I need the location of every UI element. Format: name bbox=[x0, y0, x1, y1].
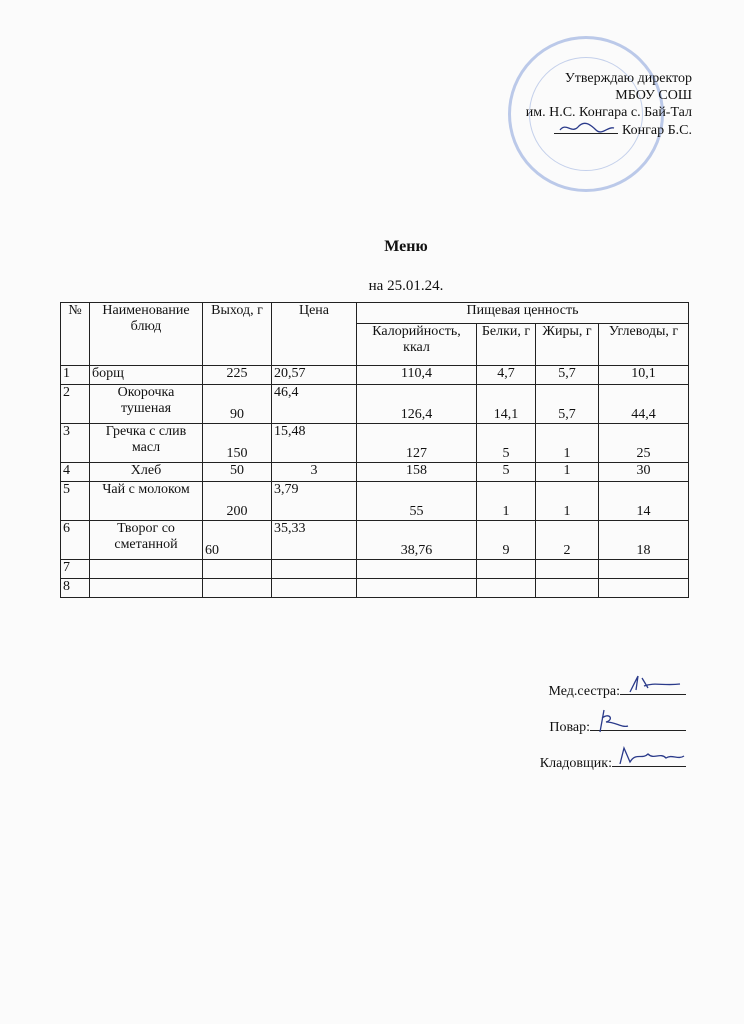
row-num: 7 bbox=[61, 560, 90, 579]
storekeeper-label: Кладовщик: bbox=[539, 756, 612, 771]
row-carbs: 18 bbox=[599, 521, 689, 560]
row-num: 1 bbox=[61, 366, 90, 385]
row-carbs: 25 bbox=[599, 424, 689, 463]
row-output: 200 bbox=[203, 482, 272, 521]
row-protein: 9 bbox=[477, 521, 536, 560]
row-fat: 2 bbox=[536, 521, 599, 560]
row-protein: 4,7 bbox=[477, 366, 536, 385]
row-fat: 5,7 bbox=[536, 385, 599, 424]
row-output bbox=[203, 560, 272, 579]
row-fat: 1 bbox=[536, 463, 599, 482]
header-nutrition: Пищевая ценность bbox=[357, 303, 689, 324]
table-row bbox=[61, 463, 689, 482]
row-name: Окорочка тушеная bbox=[90, 385, 203, 424]
row-name: Чай с молоком bbox=[90, 482, 203, 521]
row-num: 8 bbox=[61, 579, 90, 598]
nurse-signature-line bbox=[620, 680, 686, 695]
header-carbs: Углеводы, г bbox=[599, 324, 689, 366]
table-row bbox=[61, 424, 689, 463]
row-kcal: 158 bbox=[357, 463, 477, 482]
row-fat: 1 bbox=[536, 424, 599, 463]
row-fat bbox=[536, 560, 599, 579]
row-name: борщ bbox=[90, 366, 203, 385]
row-num: 4 bbox=[61, 463, 90, 482]
row-protein: 1 bbox=[477, 482, 536, 521]
header-name: Наименование блюд bbox=[90, 303, 203, 366]
row-carbs: 44,4 bbox=[599, 385, 689, 424]
row-output: 225 bbox=[203, 366, 272, 385]
row-price: 46,4 bbox=[272, 385, 357, 424]
row-price bbox=[272, 579, 357, 598]
row-fat: 1 bbox=[536, 482, 599, 521]
row-output: 90 bbox=[203, 385, 272, 424]
row-name: Хлеб bbox=[90, 463, 203, 482]
row-kcal bbox=[357, 560, 477, 579]
row-carbs bbox=[599, 560, 689, 579]
approval-line-2: МБОУ СОШ bbox=[615, 88, 692, 103]
director-name: Конгар Б.С. bbox=[622, 123, 692, 138]
row-output: 50 bbox=[203, 463, 272, 482]
table-row bbox=[61, 385, 689, 424]
row-num: 2 bbox=[61, 385, 90, 424]
row-protein: 5 bbox=[477, 424, 536, 463]
row-kcal: 55 bbox=[357, 482, 477, 521]
row-price: 20,57 bbox=[272, 366, 357, 385]
row-kcal: 110,4 bbox=[357, 366, 477, 385]
cook-label: Повар: bbox=[549, 720, 590, 735]
row-carbs: 10,1 bbox=[599, 366, 689, 385]
header-num: № bbox=[61, 303, 90, 366]
table-row bbox=[61, 366, 689, 385]
cook-signature bbox=[594, 708, 634, 736]
director-signature bbox=[556, 118, 616, 138]
nurse-label: Мед.сестра: bbox=[548, 684, 620, 699]
row-price bbox=[272, 560, 357, 579]
document-title: Меню bbox=[384, 238, 428, 255]
row-num: 5 bbox=[61, 482, 90, 521]
header-protein: Белки, г bbox=[477, 324, 536, 366]
row-name: Творог со сметанной bbox=[90, 521, 203, 560]
row-protein bbox=[477, 560, 536, 579]
table-row bbox=[61, 521, 689, 560]
header-fat: Жиры, г bbox=[536, 324, 599, 366]
table-header-row bbox=[61, 303, 689, 324]
menu-table bbox=[60, 302, 689, 598]
nurse-signature-row bbox=[540, 674, 686, 710]
row-protein: 14,1 bbox=[477, 385, 536, 424]
storekeeper-signature-row bbox=[540, 746, 686, 782]
row-kcal: 126,4 bbox=[357, 385, 477, 424]
row-kcal bbox=[357, 579, 477, 598]
table-row bbox=[61, 482, 689, 521]
table-row bbox=[61, 560, 689, 579]
header-price: Цена bbox=[272, 303, 357, 366]
row-output bbox=[203, 579, 272, 598]
header-output: Выход, г bbox=[203, 303, 272, 366]
cook-signature-row bbox=[540, 710, 686, 746]
row-name: Гречка с слив масл bbox=[90, 424, 203, 463]
row-price: 3 bbox=[272, 463, 357, 482]
nurse-signature bbox=[624, 672, 684, 698]
approval-line-1: Утверждаю директор bbox=[564, 71, 692, 86]
approval-line-3: им. Н.С. Конгара с. Бай-Тал bbox=[525, 105, 692, 120]
row-num: 6 bbox=[61, 521, 90, 560]
row-price: 15,48 bbox=[272, 424, 357, 463]
row-fat: 5,7 bbox=[536, 366, 599, 385]
row-kcal: 127 bbox=[357, 424, 477, 463]
row-name bbox=[90, 560, 203, 579]
row-kcal: 38,76 bbox=[357, 521, 477, 560]
row-price: 3,79 bbox=[272, 482, 357, 521]
row-carbs: 14 bbox=[599, 482, 689, 521]
row-protein bbox=[477, 579, 536, 598]
row-protein: 5 bbox=[477, 463, 536, 482]
row-price: 35,33 bbox=[272, 521, 357, 560]
row-output: 150 bbox=[203, 424, 272, 463]
cook-signature-line bbox=[590, 716, 686, 731]
table-row bbox=[61, 579, 689, 598]
row-name bbox=[90, 579, 203, 598]
storekeeper-signature bbox=[616, 744, 686, 770]
row-num: 3 bbox=[61, 424, 90, 463]
signatures-block bbox=[540, 674, 686, 782]
header-kcal: Калорийность, ккал bbox=[357, 324, 477, 366]
row-carbs bbox=[599, 579, 689, 598]
document-date: на 25.01.24. bbox=[368, 278, 444, 294]
row-output: 60 bbox=[203, 521, 272, 560]
storekeeper-signature-line bbox=[612, 752, 686, 767]
row-fat bbox=[536, 579, 599, 598]
row-carbs: 30 bbox=[599, 463, 689, 482]
